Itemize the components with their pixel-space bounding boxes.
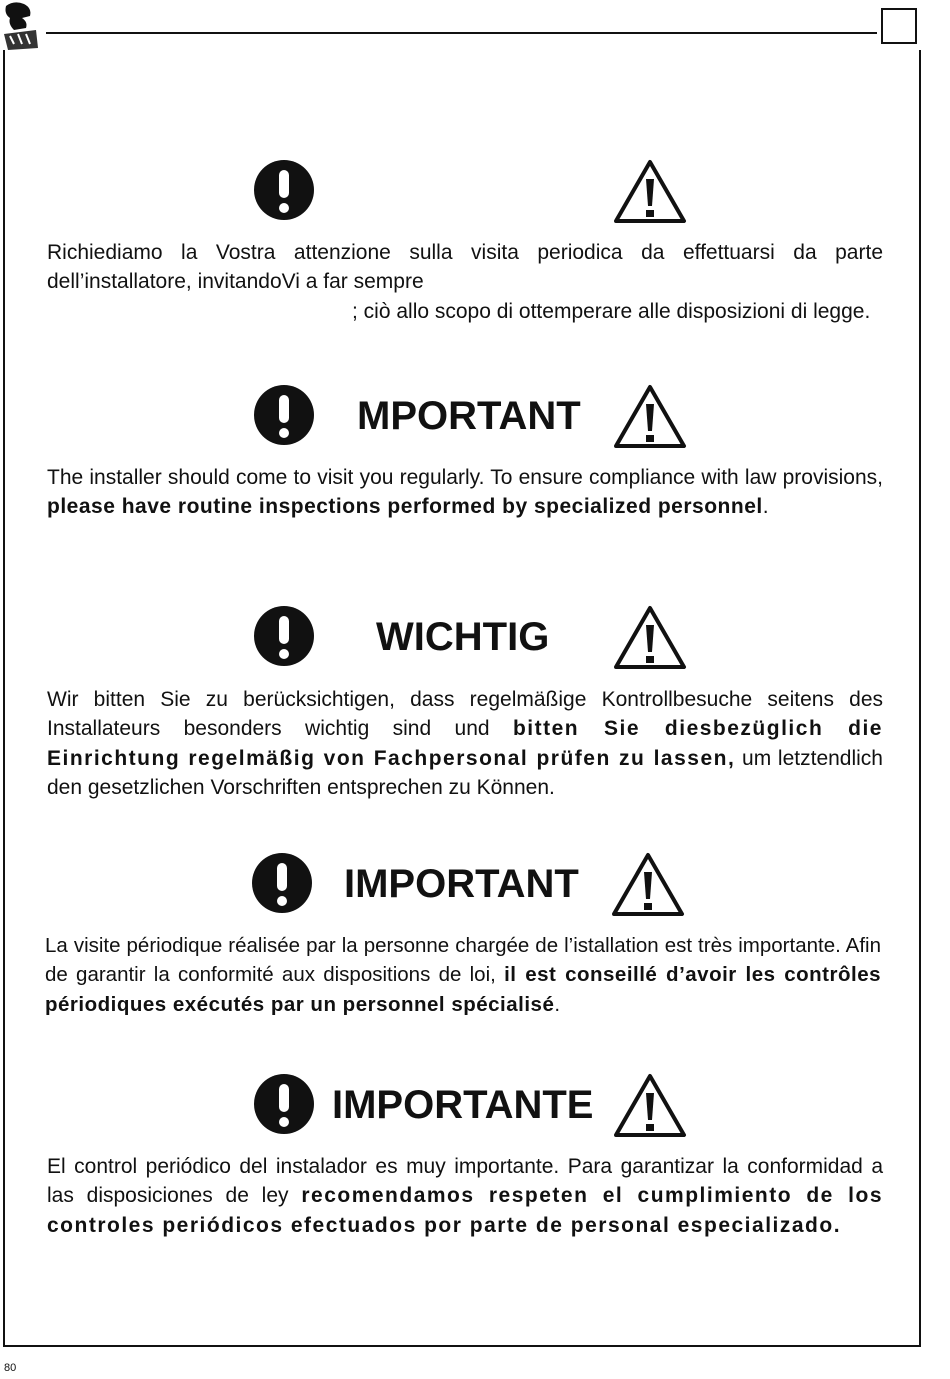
text-french-bold: il est conseillé d’avoir les contrôles périodiques exécutés par un personnel spécialisé — [45, 963, 882, 1016]
heading-german: WICHTIG — [376, 615, 550, 659]
paragraph-german — [47, 685, 883, 802]
heading-english: MPORTANT — [357, 394, 581, 438]
paragraph-french — [45, 931, 881, 1019]
text-english-a: The installer should come to visit you regularly. To ensure compliance with law provisions, — [47, 466, 883, 489]
header-rule — [46, 32, 877, 34]
exclamation-circle-icon — [251, 852, 313, 914]
text-english-bold: please have routine inspections performed by specialized personnel — [47, 495, 763, 519]
heading-spanish: IMPORTANTE — [332, 1083, 594, 1127]
paragraph-english — [47, 463, 883, 522]
heading-french: IMPORTANT — [344, 862, 579, 906]
exclamation-circle-icon — [253, 1073, 315, 1135]
text-italian-b: ; ciò allo scopo di ottemperare alle disposizioni di legge. — [352, 299, 871, 323]
warning-triangle-icon — [613, 158, 687, 224]
warning-triangle-icon — [613, 604, 687, 670]
exclamation-circle-icon — [253, 159, 315, 221]
text-spanish-a: El control periódico del instalador es muy importante. Para garantizar la conformidad a las disposiciones de ley — [47, 1155, 883, 1208]
brand-logo-icon — [0, 0, 42, 52]
text-french-a: La visite périodique réalisée par la personne chargée de l’istallation est très importante. Afin de garantir la conformité aux dispositions de loi, — [45, 934, 881, 987]
text-spanish-bold: recomendamos respeten el cumplimiento de los controles periódicos efectuados por parte de personal especializado. — [47, 1184, 883, 1237]
warning-triangle-icon — [613, 383, 687, 449]
exclamation-circle-icon — [253, 384, 315, 446]
exclamation-circle-icon — [253, 605, 315, 667]
warning-triangle-icon — [613, 1072, 687, 1138]
corner-box — [881, 8, 917, 44]
page-number: 80 — [4, 1362, 17, 1374]
text-italian-a: Richiediamo la Vostra attenzione sulla visita periodica da effettuarsi da parte dell’installatore, invitandoVi a far sempre — [47, 241, 883, 294]
text-german-bold: bitten Sie diesbezüglich die Einrichtung regelmäßig von Fachpersonal prüfen zu lassen, — [47, 717, 883, 770]
paragraph-spanish — [47, 1152, 883, 1240]
text-german-c: um letztendlich den gesetzlichen Vorschriften entsprechen zu Können. — [47, 746, 883, 799]
text-french-c: . — [554, 992, 561, 1016]
warning-triangle-icon — [611, 851, 685, 917]
text-german-a: Wir bitten Sie zu berücksichtigen, dass regelmäßige Kontrollbesuche seitens des Installateurs besonders wichtig sind und — [47, 688, 883, 741]
text-english-c: . — [762, 495, 769, 519]
paragraph-italian — [47, 238, 883, 326]
